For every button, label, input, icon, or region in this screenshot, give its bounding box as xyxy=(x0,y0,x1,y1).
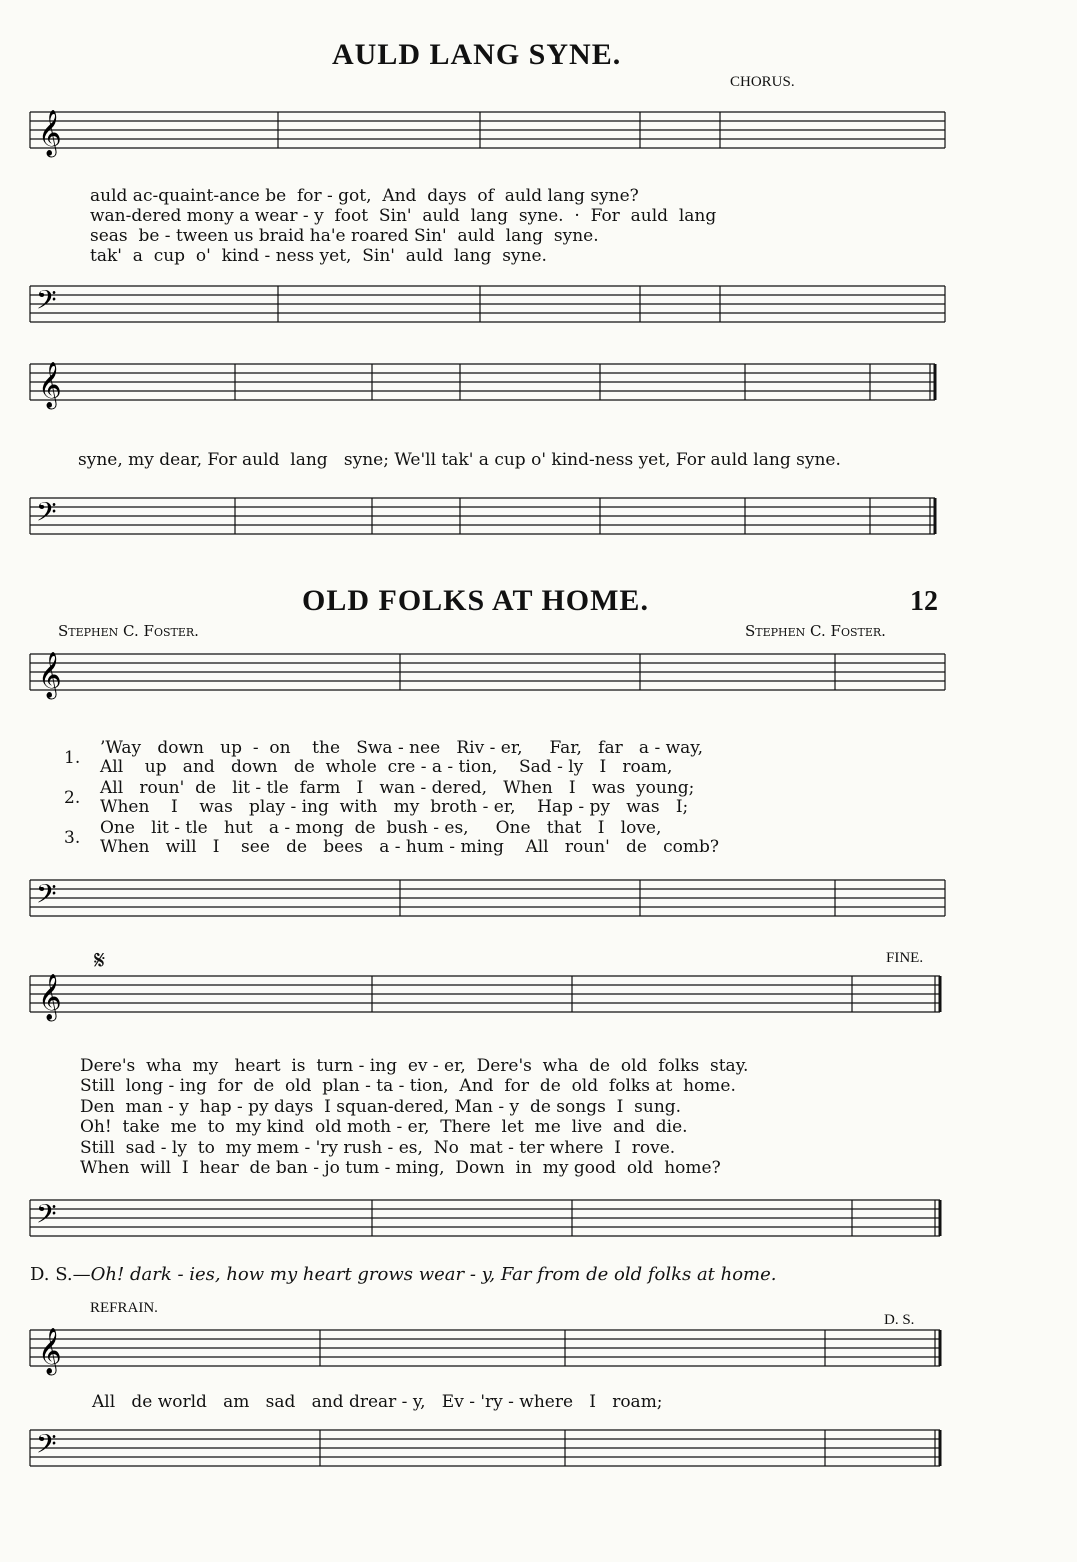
lyric-line: wan-dered mony a wear - y foot Sin' auld lang syne. · For auld lang xyxy=(90,206,717,226)
lyric-line: ’Way down up - on the Swa - nee Riv - er, Far, far a - way, xyxy=(100,738,704,758)
svg-text:𝄞: 𝄞 xyxy=(38,110,62,156)
page-number: 12 xyxy=(910,586,938,617)
svg-text:𝄢: 𝄢 xyxy=(36,1428,57,1466)
verse-number: 2. xyxy=(64,788,81,808)
composer-left: Stephen C. Foster. xyxy=(58,622,199,640)
svg-text:𝄢: 𝄢 xyxy=(36,1198,57,1236)
composer-right: Stephen C. Foster. xyxy=(745,622,886,640)
song-title-old-folks-at-home: OLD FOLKS AT HOME. xyxy=(302,584,649,617)
svg-text:𝄞: 𝄞 xyxy=(38,1328,62,1374)
lyric-line: One lit - tle hut a - mong de bush - es, One that I love, xyxy=(100,818,662,838)
treble-staff-1b xyxy=(0,360,1077,420)
bass-staff-2a xyxy=(0,876,1077,936)
verse-number: 1. xyxy=(64,748,81,768)
svg-text:𝄢: 𝄢 xyxy=(36,284,57,322)
ds-label: D. S. xyxy=(884,1312,915,1328)
bass-staff-1b xyxy=(0,494,1077,554)
lyric-line: When I was play - ing with my broth - er, Hap - py was I; xyxy=(100,797,689,817)
treble-staff-2c xyxy=(0,1326,1077,1386)
ds-lyric-line xyxy=(30,1264,777,1285)
lyric-line: When will I see de bees a - hum - ming All roun' de comb? xyxy=(100,837,719,857)
segno-mark: 𝄋 xyxy=(94,946,106,976)
refrain-label: REFRAIN. xyxy=(90,1300,158,1316)
lyric-line: Oh! take me to my kind old moth - er, There let me live and die. xyxy=(80,1117,688,1137)
lyric-line: Still long - ing for de old plan - ta - tion, And for de old folks at home. xyxy=(80,1076,736,1096)
lyric-line: syne, my dear, For auld lang syne; We'll tak' a cup o' kind-ness yet, For auld lang syne. xyxy=(78,450,841,470)
lyric-line: Dere's wha my heart is turn - ing ev - er, Dere's wha de old folks stay. xyxy=(80,1056,749,1076)
treble-staff-2b xyxy=(0,972,1077,1032)
lyric-line: Still sad - ly to my mem - 'ry rush - es, No mat - ter where I rove. xyxy=(80,1138,676,1158)
ds-lyric: Oh! dark - ies, how my heart grows wear - y, Far from de old folks at home. xyxy=(90,1264,777,1285)
svg-text:𝄞: 𝄞 xyxy=(38,652,62,698)
lyric-line: seas be - tween us braid ha'e roared Sin' auld lang syne. xyxy=(90,226,599,246)
bass-staff-2b xyxy=(0,1196,1077,1256)
svg-text:𝄢: 𝄢 xyxy=(36,496,57,534)
ds-prefix: D. S.— xyxy=(30,1264,91,1285)
chorus-label: CHORUS. xyxy=(730,74,795,90)
lyric-line: tak' a cup o' kind - ness yet, Sin' auld lang syne. xyxy=(90,246,547,266)
lyric-line: When will I hear de ban - jo tum - ming, Down in my good old home? xyxy=(80,1158,721,1178)
svg-text:𝄞: 𝄞 xyxy=(38,974,62,1020)
treble-staff-2a xyxy=(0,650,1077,710)
lyric-line: Den man - y hap - py days I squan-dered, Man - y de songs I sung. xyxy=(80,1097,682,1117)
bass-staff-2c xyxy=(0,1426,1077,1486)
svg-text:𝄢: 𝄢 xyxy=(36,878,57,916)
verse-number: 3. xyxy=(64,828,81,848)
bass-staff-1a xyxy=(0,282,1077,342)
song-title-auld-lang-syne: AULD LANG SYNE. xyxy=(332,38,622,71)
lyric-line: All de world am sad and drear - y, Ev - 'ry - where I roam; xyxy=(92,1392,663,1412)
fine-label: FINE. xyxy=(886,950,924,966)
treble-staff-1a xyxy=(0,108,1077,168)
lyric-line: All roun' de lit - tle farm I wan - dered, When I was young; xyxy=(100,778,695,798)
lyric-line: All up and down de whole cre - a - tion, Sad - ly I roam, xyxy=(100,757,673,777)
lyric-line: auld ac-quaint-ance be for - got, And days of auld lang syne? xyxy=(90,186,639,206)
svg-text:𝄞: 𝄞 xyxy=(38,362,62,408)
